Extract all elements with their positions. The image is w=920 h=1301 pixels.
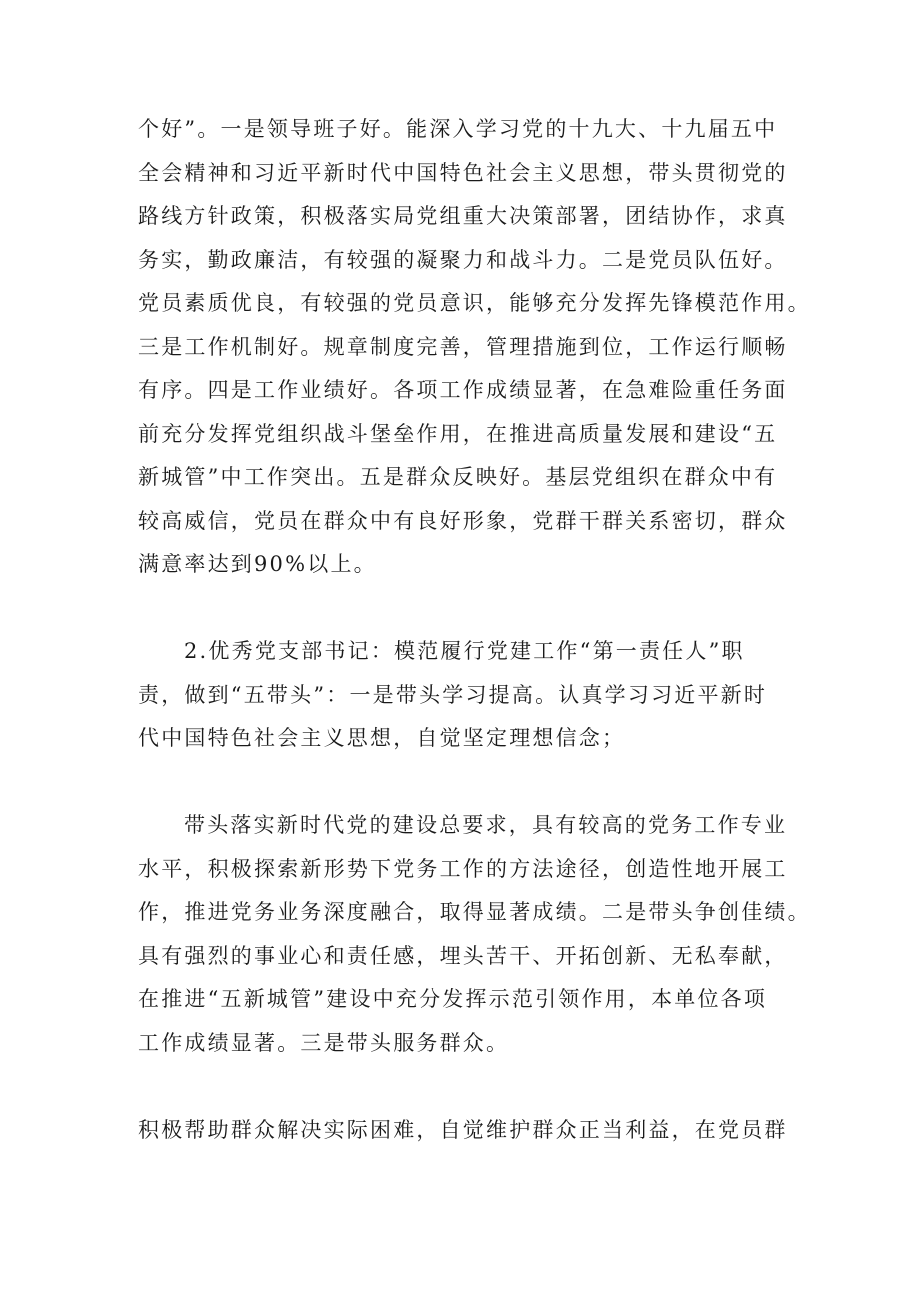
text-line: 新城管”中工作突出。五是群众反映好。基层党组织在群众中有 (138, 465, 778, 489)
text-line: 积极帮助群众解决实际困难，自觉维护群众正当利益，在党员群 (138, 1118, 788, 1142)
text-line: 较高威信，党员在群众中有良好形象，党群干群关系密切，群众 (138, 509, 788, 533)
text-line: 带头落实新时代党的建设总要求，具有较高的党务工作专业 (184, 813, 788, 837)
text-line: 工作成绩显著。三是带头服务群众。 (138, 1031, 510, 1055)
text-line: 在推进“五新城管”建设中充分发挥示范引领作用，本单位各项 (138, 987, 768, 1011)
text-line: 全会精神和习近平新时代中国特色社会主义思想，带头贯彻党的 (138, 161, 788, 185)
text-line: 有序。四是工作业绩好。各项工作成绩显著，在急难险重任务面 (138, 378, 788, 402)
text-line: 作，推进党务业务深度融合，取得显著成绩。二是带头争创佳绩。 (138, 900, 811, 924)
text-line: 满意率达到90%以上。 (138, 552, 377, 576)
text-line: 具有强烈的事业心和责任感，埋头苦干、开拓创新、无私奉献， (138, 944, 788, 968)
text-line: 前充分发挥党组织战斗堡垒作用，在推进高质量发展和建设“五 (138, 422, 778, 446)
text-line: 责，做到“五带头”：一是带头学习提高。认真学习习近平新时 (138, 683, 768, 707)
text-line: 个好”。一是领导班子好。能深入学习党的十九大、十九届五中 (138, 117, 778, 141)
text-line: 2.优秀党支部书记：模范履行党建工作“第一责任人”职 (184, 639, 745, 663)
text-line: 务实，勤政廉洁，有较强的凝聚力和战斗力。二是党员队伍好。 (138, 248, 788, 272)
text-line: 路线方针政策，积极落实局党组重大决策部署，团结协作，求真 (138, 204, 788, 228)
text-line: 水平，积极探索新形势下党务工作的方法途径，创造性地开展工 (138, 857, 788, 881)
text-line: 代中国特色社会主义思想，自觉坚定理想信念； (138, 726, 626, 750)
text-line: 三是工作机制好。规章制度完善，管理措施到位，工作运行顺畅 (138, 335, 788, 359)
text-line: 党员素质优良，有较强的党员意识，能够充分发挥先锋模范作用。 (138, 291, 811, 315)
